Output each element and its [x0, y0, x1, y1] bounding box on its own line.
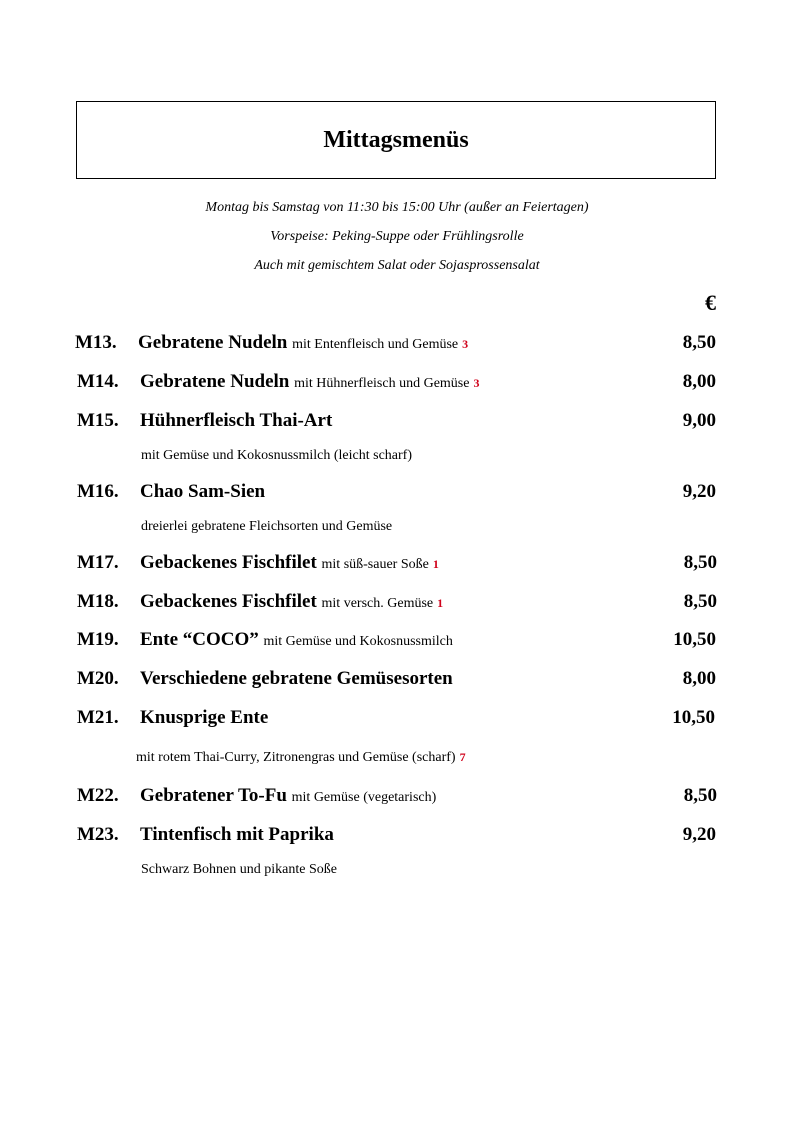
item-detail: dreierlei gebratene Fleichsorten und Gemüse	[141, 519, 393, 534]
item-price: 10,50	[673, 629, 716, 650]
item-code: M21.	[77, 707, 119, 728]
item-price: 8,50	[683, 785, 717, 806]
item-price: 9,20	[682, 824, 716, 845]
starter-info: Vorspeise: Peking-Suppe oder Frühlingsrolle	[270, 229, 524, 244]
item-price: 8,50	[683, 591, 717, 612]
item-description: mit Entenfleisch und Gemüse	[292, 337, 459, 352]
item-code: M13.	[75, 332, 117, 353]
item-code: M19.	[77, 629, 119, 650]
allergen-code: 1	[437, 596, 444, 610]
item-price: 9,00	[682, 410, 716, 431]
item-description: mit Gemüse (vegetarisch)	[291, 790, 437, 805]
item-description: mit versch. Gemüse	[321, 596, 434, 611]
allergen-code: 3	[462, 337, 469, 351]
item-detail: mit Gemüse und Kokosnussmilch (leicht scharf)	[141, 448, 413, 463]
title-box	[76, 101, 716, 179]
salad-info: Auch mit gemischtem Salat oder Sojasprossensalat	[254, 258, 540, 273]
item-name: Verschiedene gebratene Gemüsesorten	[140, 668, 453, 689]
item-name: Hühnerfleisch Thai-Art	[140, 410, 333, 431]
opening-hours: Montag bis Samstag von 11:30 bis 15:00 Uhr (außer an Feiertagen)	[205, 200, 589, 215]
item-price: 8,00	[682, 668, 716, 689]
item-name: Gebratener To-Fu mit Gemüse (vegetarisch)	[140, 785, 437, 806]
item-name: Knusprige Ente	[140, 707, 269, 728]
item-code: M17.	[77, 552, 119, 573]
item-name: Tintenfisch mit Paprika	[140, 824, 334, 845]
item-price: 8,50	[682, 332, 716, 353]
item-price: 8,50	[683, 552, 717, 573]
page-title: Mittagsmenüs	[323, 126, 469, 153]
allergen-code: 3	[473, 376, 480, 390]
menu-item	[0, 629, 794, 655]
menu-item	[0, 785, 794, 811]
item-code: M16.	[77, 481, 119, 502]
menu-item	[0, 481, 794, 507]
item-name: Gebackenes Fischfilet mit süß-sauer Soße 1	[140, 552, 439, 573]
menu-item	[0, 552, 794, 578]
item-price: 8,00	[682, 371, 716, 392]
item-name: Chao Sam-Sien	[140, 481, 266, 502]
item-price: 10,50	[672, 707, 715, 728]
item-code: M15.	[77, 410, 119, 431]
menu-item	[0, 591, 794, 617]
item-description: mit Gemüse und Kokosnussmilch	[263, 634, 453, 649]
currency-symbol: €	[705, 290, 716, 315]
item-code: M20.	[77, 668, 119, 689]
item-description: mit Hühnerfleisch und Gemüse	[294, 376, 470, 391]
menu-item	[0, 707, 794, 733]
item-code: M22.	[77, 785, 119, 806]
allergen-code: 7	[459, 750, 466, 764]
item-name: Gebackenes Fischfilet mit versch. Gemüse 1	[140, 591, 444, 612]
item-detail: mit rotem Thai-Curry, Zitronengras und Gemüse (scharf) 7	[136, 750, 466, 765]
menu-item	[0, 371, 794, 397]
menu-item	[0, 332, 794, 358]
item-description: mit süß-sauer Soße	[321, 557, 429, 572]
item-code: M14.	[77, 371, 119, 392]
item-code: M23.	[77, 824, 119, 845]
menu-item	[0, 668, 794, 694]
item-name: Gebratene Nudeln mit Hühnerfleisch und Gemüse 3	[140, 371, 480, 392]
item-price: 9,20	[682, 481, 716, 502]
item-code: M18.	[77, 591, 119, 612]
menu-item	[0, 824, 794, 850]
item-detail: Schwarz Bohnen und pikante Soße	[141, 862, 337, 877]
allergen-code: 1	[432, 557, 439, 571]
item-name: Ente “COCO” mit Gemüse und Kokosnussmilch	[140, 629, 453, 650]
menu-item	[0, 410, 794, 436]
item-name: Gebratene Nudeln mit Entenfleisch und Gemüse 3	[138, 332, 469, 353]
